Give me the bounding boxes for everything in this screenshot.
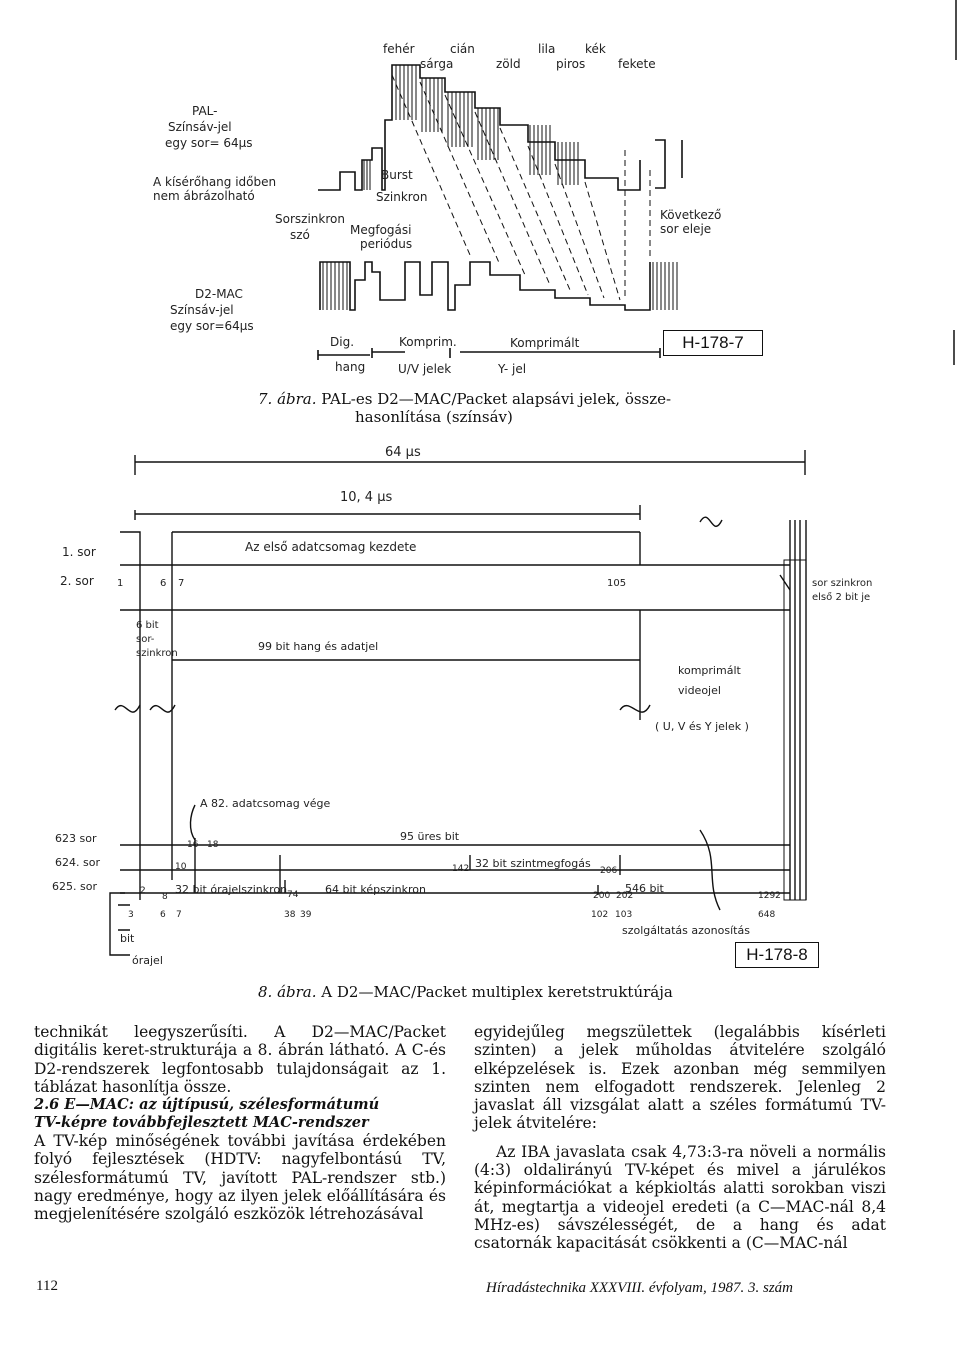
bit-1: 1 [117,578,124,589]
clock-label: órajel [132,954,163,967]
color-label-black: fekete [618,57,656,71]
color-label-blue: kék [585,42,606,56]
color-label-red: piros [556,57,586,71]
section-heading-line2: TV-képre továbbfejlesztett MAC-rendszer [34,1114,369,1132]
sound-label-line2: nem ábrázolható [153,189,255,203]
uv-jelek-label: U/V jelek [398,362,452,376]
bit-38: 38 [284,910,296,920]
bit-142: 142 [452,864,470,874]
clock-32-bit: 32 bit órajelszinkron [175,883,288,896]
y-jel-label: Y- jel [498,362,527,376]
bit-7b: 7 [176,910,182,920]
figure-8-caption-number: 8. ábra. [258,983,317,1001]
row-label-624: 624. sor [55,856,100,869]
bit-202: 202 [616,891,634,901]
next-line-2: sor eleje [660,222,712,236]
bit-102: 102 [591,910,609,920]
six-bit-1: 6 bit [136,620,159,631]
right-paragraph-2: Az IBA javaslata csak 4,73:3-ra növeli a normális (4:3) oldalirányú TV-képet és mivel a járulékos képinformációkat a képkioltás alatti sorokban viszi át, megtartja a videojel eredeti (a C—MAC-nál 8,4 MHz-es) sávszélességét, de a hang és adat csatornák kapacitását csökkenti a (C—MAC-nál [474,1142,886,1253]
frame-64-bit: 64 bit képszinkron [325,883,426,896]
bit-546: 546 bit [625,882,664,895]
bit-6: 6 [160,578,167,589]
row-label-625: 625. sor [52,880,97,893]
audio-data-label: 99 bit hang és adatjel [258,640,379,653]
bit-648: 648 [758,910,776,920]
page-number: 112 [36,1278,58,1294]
bit-39: 39 [300,910,312,920]
six-bit-3: szinkron [136,648,178,659]
sync-label: Szinkron [376,190,428,204]
six-bit-2: sor- [136,634,155,645]
bit-103: 103 [615,910,633,920]
bit-6b: 6 [160,910,166,920]
burst-label: Burst [381,168,413,182]
pal-label-line2: Színsáv-jel [168,120,232,134]
hang-label: hang [335,360,366,374]
line-sync-word-1: Sorszinkron [275,212,345,226]
bit-1292: 1292 [758,891,781,901]
figure-8-code: H-178-8 [735,942,819,968]
color-label-lila: lila [538,42,556,56]
journal-footer: Híradástechnika XXXVIII. évfolyam, 1987. 3. szám [486,1280,794,1296]
bit-74: 74 [287,890,299,900]
d2mac-label-3: egy sor=64μs [170,319,254,333]
bit-3: 3 [128,910,134,920]
row-label-1: 1. sor [62,545,96,559]
color-label-green: zöld [496,57,521,71]
d2mac-label-1: D2-MAC [195,287,243,301]
service-id-label: szolgáltatás azonosítás [622,924,750,937]
dim-64us: 64 μs [385,445,421,460]
bit-8: 8 [162,892,168,902]
left-paragraph-1: technikát leegyszerűsíti. A D2—MAC/Packet digitális keret-strukturája a 8. ábrán látható. A C-és D2-rendszerek legfontosabb tulajdonságait az 1. táblázat hasonlítja össze. [34,1023,446,1096]
left-column [34,1023,446,1224]
uv-y-label: ( U, V és Y jelek ) [655,720,749,733]
row-label-623: 623 sor [55,832,97,845]
packet82-end: A 82. adatcsomag vége [200,797,331,810]
pal-label-line1: PAL- [192,104,218,118]
compressed-video-1: komprimált [678,664,741,677]
bit-10: 10 [175,862,187,872]
d2mac-label-2: Színsáv-jel [170,303,234,317]
bit-200: 200 [593,891,611,901]
first-packet-label: Az első adatcsomag kezdete [245,540,417,554]
row-label-2: 2. sor [60,574,94,588]
right-paragraph-1: egyidejűleg megszülettek (legalábbis kísérleti szinten) a jelek műholdas átvitelére szolgáló elképzelések is. Ezek azonban még semmilyen szinten nem elfogadott rendszerek. Jelenleg 2 javaslat áll vizsgálat alatt a széles formátumú TV-jelek átvitelére: [474,1023,886,1133]
bit-7: 7 [178,578,185,589]
bit-2: 2 [140,886,146,896]
figure-7-caption-text-1: PAL-es D2—MAC/Packet alapsávi jelek, össze- [321,390,672,408]
pal-label-line3: egy sor= 64μs [165,136,253,150]
bit-206: 206 [600,866,618,876]
komprim-label: Komprim. [399,335,457,349]
figure-8-caption [258,983,673,1001]
left-paragraph-2: A TV-kép minőségének további javítása érdekében folyó fejlesztések (HDTV: nagyfelbontású TV, szélesformátumú TV, javított PAL-rendszer stb.) nagy eredménye, hogy az ilyen jelek előállítására és megjelenítésére szolgáló eszközök létrehozásával [34,1132,446,1224]
figure-8-caption-text: A D2—MAC/Packet multiplex keretstruktúrája [321,983,673,1001]
dim-10-4us: 10, 4 μs [340,490,393,505]
bit-18: 18 [207,840,219,850]
bit-16: 16 [187,840,199,850]
bit-label: bit [120,932,135,945]
figure-7-code: H-178-7 [663,330,763,356]
clamp-period-1: Megfogási [350,223,412,237]
line-sync-bit-1: sor szinkron [812,578,873,589]
color-label-white: fehér [383,42,415,56]
color-label-yellow: sárga [420,57,454,71]
compressed-video-2: videojel [678,684,721,697]
color-label-cyan: cián [450,42,475,56]
figure-7-caption-line2: hasonlítása (színsáv) [355,408,513,426]
komprimalt-label: Komprimált [510,336,580,350]
line-sync-bit-2: első 2 bit je [812,592,871,603]
right-column [474,1023,886,1253]
clamp-period-2: periódus [360,237,413,251]
line-sync-word-2: szó [290,228,310,242]
dig-label: Dig. [330,335,355,349]
empty-95-bit: 95 üres bit [400,830,460,843]
section-heading-line1: 2.6 E—MAC: az újtípusú, szélesformátumú [34,1096,380,1114]
sound-label-line1: A kísérőhang időben [153,175,277,189]
next-line-1: Következő [660,208,722,222]
clamp-32-bit: 32 bit szintmegfogás [475,857,591,870]
figure-7-caption-number: 7. ábra. [258,390,317,408]
bit-105: 105 [607,578,627,589]
